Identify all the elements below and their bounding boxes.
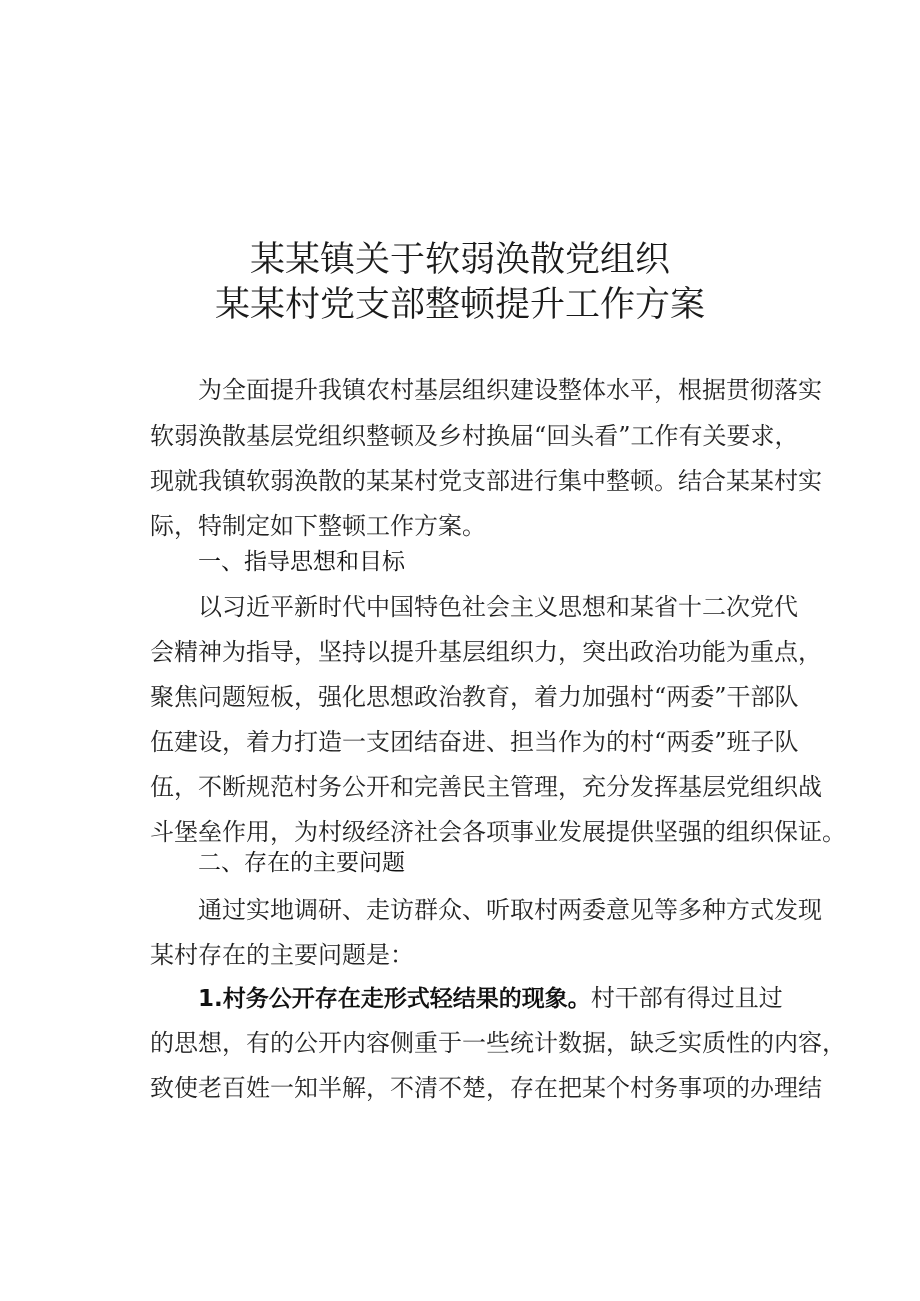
section-1-line-2: 会精神为指导，坚持以提升基层组织力，突出政治功能为重点， bbox=[150, 638, 822, 666]
section-1-line-6: 斗堡垒作用，为村级经济社会各项事业发展提供坚强的组织保证。 bbox=[150, 818, 846, 846]
item-1-first-line bbox=[198, 986, 783, 1011]
intro-line-1: 为全面提升我镇农村基层组织建设整体水平，根据贯彻落实 bbox=[198, 376, 822, 404]
section-2-line-1: 通过实地调研、走访群众、听取村两委意见等多种方式发现 bbox=[198, 896, 822, 924]
document-title-line-2: 某某村党支部整顿提升工作方案 bbox=[214, 285, 705, 325]
document-title-line-1: 某某镇关于软弱涣散党组织 bbox=[249, 240, 670, 280]
item-1-bold-lead: 1.村务公开存在走形式轻结果的现象。 bbox=[198, 986, 591, 1012]
intro-line-4: 际，特制定如下整顿工作方案。 bbox=[150, 512, 486, 540]
section-2-heading: 二、存在的主要问题 bbox=[198, 850, 405, 876]
section-1-heading: 一、指导思想和目标 bbox=[198, 549, 405, 575]
item-1-lead-rest: 村干部有得过且过 bbox=[590, 984, 783, 1012]
intro-line-2: 软弱涣散基层党组织整顿及乡村换届“回头看”工作有关要求， bbox=[150, 422, 799, 450]
section-1-line-3: 聚焦问题短板，强化思想政治教育，着力加强村“两委”干部队 bbox=[150, 683, 799, 711]
section-2-line-2: 某村存在的主要问题是： bbox=[150, 941, 414, 969]
section-1-line-1: 以习近平新时代中国特色社会主义思想和某省十二次党代 bbox=[198, 593, 798, 621]
section-1-line-4: 伍建设，着力打造一支团结奋进、担当作为的村“两委”班子队 bbox=[150, 728, 799, 756]
section-1-line-5: 伍，不断规范村务公开和完善民主管理，充分发挥基层党组织战 bbox=[150, 773, 822, 801]
item-1-line-2: 的思想，有的公开内容侧重于一些统计数据，缺乏实质性的内容， bbox=[150, 1029, 846, 1057]
item-1-line-3: 致使老百姓一知半解，不清不楚，存在把某个村务事项的办理结 bbox=[150, 1074, 822, 1102]
intro-line-3: 现就我镇软弱涣散的某某村党支部进行集中整顿。结合某某村实 bbox=[150, 467, 822, 495]
